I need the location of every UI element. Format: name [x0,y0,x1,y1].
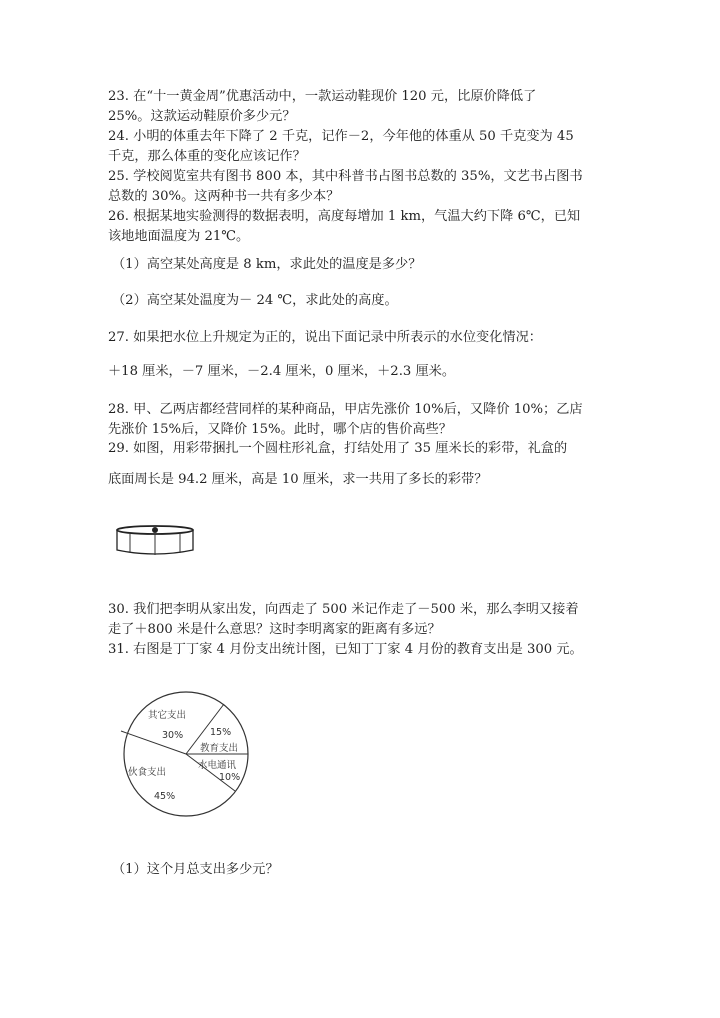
q28-line1: 28. 甲、乙两店都经营同样的某种商品，甲店先涨价 10%后，又降价 10%；乙店 [108,402,583,417]
q26-part1: （1）高空某处高度是 8 km，求此处的温度是多少？ [112,257,422,272]
q27-values: ＋18 厘米，－7 厘米，－2.4 厘米，0 厘米，＋2.3 厘米。 [108,364,456,379]
pie-value-other: 30% [162,730,184,741]
q26-line1: 26. 根据某地实验测得的数据表明，高度每增加 1 km，气温大约下降 6℃，已知 [108,209,581,224]
q26-line2: 该地地面温度为 21℃。 [108,229,250,244]
pie-label-utilities: 水电通讯 [198,760,237,771]
pie-value-utilities: 10% [219,772,241,783]
q29-line2: 底面周长是 94.2 厘米，高是 10 厘米，求一共用了多长的彩带？ [108,472,488,487]
pie-label-other: 其它支出 [148,710,187,721]
cylinder-gift-box-figure [112,520,202,560]
q29-line1: 29. 如图，用彩带捆扎一个圆柱形礼盒，打结处用了 35 厘米长的彩带，礼盒的 [108,441,568,456]
q31: 31. 右图是丁丁家 4 月份支出统计图，已知丁丁家 4 月份的教育支出是 300 元。 [108,642,583,657]
q23-line1: 23. 在“十一黄金周”优惠活动中，一款运动鞋现价 120 元，比原价降低了 [108,89,537,104]
q28-line2: 先涨价 15%后，又降价 15%。此时，哪个店的售价高些？ [108,422,452,437]
q24-line2: 千克，那么体重的变化应该记作？ [108,149,306,164]
q30-line1: 30. 我们把李明从家出发，向西走了 500 米记作走了－500 米，那么李明又接着 [108,602,579,617]
expense-pie-chart [110,684,260,826]
pie-value-food: 45% [154,791,176,802]
q30-line2: 走了＋800 米是什么意思？这时李明离家的距离有多远？ [108,622,441,637]
pie-label-food: 伙食支出 [128,767,167,778]
q31-part1: （1）这个月总支出多少元？ [112,862,279,877]
pie-label-education: 教育支出 [200,743,239,754]
q26-part2: （2）高空某处温度为－ 24 ℃，求此处的高度。 [112,293,398,308]
q25-line2: 总数的 30%。这两种书一共有多少本？ [108,189,340,204]
q25-line1: 25. 学校阅览室共有图书 800 本，其中科普书占图书总数的 35%，文艺书占图书 [108,169,583,184]
q24-line1: 24. 小明的体重去年下降了 2 千克，记作－2，今年他的体重从 50 千克变为 45 [108,129,574,144]
q23-line2: 25%。这款运动鞋原价多少元？ [108,109,296,124]
q27: 27. 如果把水位上升规定为正的，说出下面记录中所表示的水位变化情况： [108,330,542,345]
pie-value-education: 15% [210,727,232,738]
